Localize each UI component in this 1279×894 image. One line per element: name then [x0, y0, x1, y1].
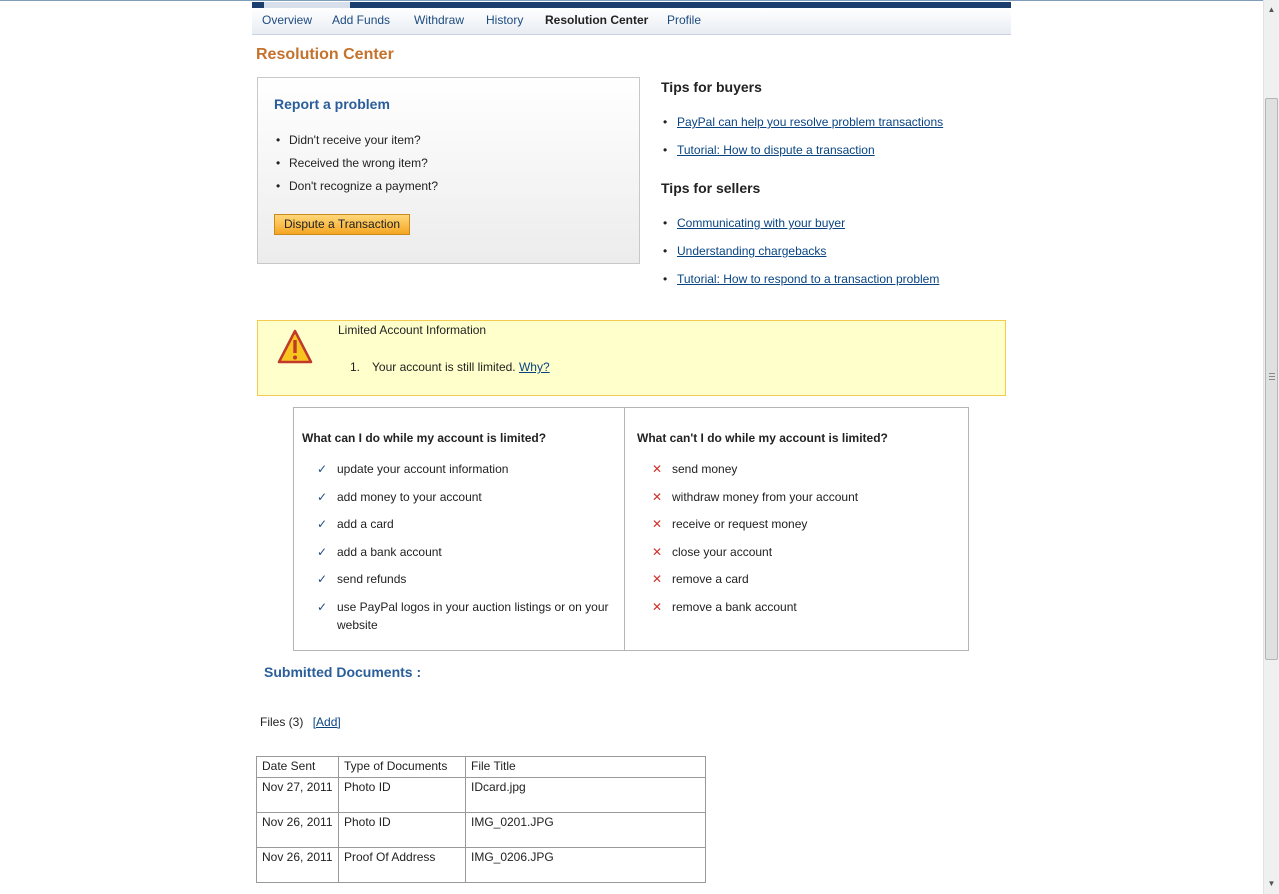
nav-tab-profile[interactable]: Profile — [667, 13, 702, 27]
scroll-up-arrow-icon[interactable]: ▲ — [1267, 5, 1276, 14]
x-icon: ✕ — [652, 517, 663, 531]
list-item — [661, 115, 943, 143]
list-item — [661, 143, 943, 171]
add-file-link[interactable]: [Add] — [312, 715, 341, 729]
table-row — [257, 778, 706, 813]
submitted-documents-heading: Submitted Documents : — [264, 664, 422, 680]
window-top-border — [0, 0, 1263, 1]
grip-icon — [1269, 373, 1275, 380]
checkmark-icon: ✓ — [317, 544, 328, 559]
cell-type: Proof Of Address — [339, 848, 466, 883]
checkmark-icon: ✓ — [317, 462, 328, 476]
x-icon: ✕ — [652, 544, 663, 559]
column-divider — [624, 408, 625, 650]
list-item: ✓ add a card — [317, 517, 394, 531]
page-title: Resolution Center — [256, 46, 394, 63]
nav-tab-history[interactable]: History — [486, 13, 524, 27]
tip-link-resolve-problems[interactable]: PayPal can help you resolve problem transactions — [677, 115, 944, 129]
checkmark-icon: ✓ — [317, 489, 328, 504]
scrollbar-thumb[interactable] — [1265, 98, 1278, 660]
column-header-type: Type of Documents — [339, 757, 466, 778]
tip-link-communicating[interactable]: Communicating with your buyer — [677, 216, 846, 230]
dispute-transaction-button[interactable]: Dispute a Transaction — [274, 214, 410, 235]
nav-tab-resolution-center[interactable]: Resolution Center — [545, 13, 649, 27]
nav-tab-add-funds[interactable]: Add Funds — [332, 13, 391, 27]
list-item: ✕ send money — [652, 462, 738, 476]
list-item: ✓ update your account information — [317, 462, 509, 476]
column-header-file-title: File Title — [466, 757, 706, 778]
x-icon: ✕ — [652, 462, 663, 476]
list-item: ✕ remove a card — [652, 572, 749, 586]
list-item: ✕ withdraw money from your account — [652, 489, 859, 504]
limitations-panel — [293, 407, 969, 651]
report-problem-list — [274, 133, 438, 202]
checkmark-icon: ✓ — [317, 599, 328, 614]
list-item: • Received the wrong item? — [274, 156, 438, 179]
files-summary — [260, 715, 341, 729]
tip-link-dispute-tutorial[interactable]: Tutorial: How to dispute a transaction — [677, 143, 875, 157]
cell-date: Nov 26, 2011 — [257, 813, 339, 848]
cell-type: Photo ID — [339, 813, 466, 848]
cell-date: Nov 26, 2011 — [257, 848, 339, 883]
report-problem-panel — [257, 77, 640, 264]
can-do-heading: What can I do while my account is limited? — [302, 431, 547, 445]
x-icon: ✕ — [652, 572, 663, 586]
cell-file-title: IDcard.jpg — [466, 778, 706, 813]
cell-file-title: IMG_0206.JPG — [466, 848, 706, 883]
x-icon: ✕ — [652, 599, 663, 614]
cell-file-title: IMG_0201.JPG — [466, 813, 706, 848]
warning-icon — [277, 329, 313, 365]
list-item: ✓ add a bank account — [317, 544, 442, 559]
alert-item-number: 1. — [350, 360, 361, 374]
tip-link-respond-tutorial[interactable]: Tutorial: How to respond to a transaction problem — [677, 272, 940, 286]
tip-link-chargebacks[interactable]: Understanding chargebacks — [677, 244, 827, 258]
list-item: • Didn't receive your item? — [274, 133, 438, 156]
table-row — [257, 848, 706, 883]
cannot-do-list — [652, 460, 952, 625]
alert-item — [372, 360, 550, 374]
table-row — [257, 813, 706, 848]
can-do-list — [317, 460, 622, 634]
column-header-date-sent: Date Sent — [257, 757, 339, 778]
nav-tab-overview[interactable]: Overview — [262, 13, 313, 27]
cell-type: Photo ID — [339, 778, 466, 813]
list-item: ✕ receive or request money — [652, 517, 808, 531]
cell-date: Nov 27, 2011 — [257, 778, 339, 813]
tips-sellers-list — [661, 216, 939, 300]
list-item — [661, 272, 939, 300]
scroll-down-arrow-icon[interactable]: ▼ — [1267, 879, 1276, 888]
table-header-row — [257, 757, 706, 778]
list-item: • Don't recognize a payment? — [274, 179, 438, 202]
documents-table — [256, 756, 706, 883]
list-item: ✓ use PayPal logos in your auction listings or on your website — [317, 599, 609, 632]
tips-sellers-heading: Tips for sellers — [661, 180, 761, 196]
checkmark-icon: ✓ — [317, 572, 328, 586]
tips-buyers-heading: Tips for buyers — [661, 79, 762, 95]
cannot-do-heading: What can't I do while my account is limited? — [637, 431, 888, 445]
list-item: ✓ send refunds — [317, 572, 407, 586]
files-count: Files (3) — [260, 715, 304, 729]
alert-item-text: Your account is still limited. — [372, 360, 516, 374]
alert-title: Limited Account Information — [338, 323, 487, 337]
list-item: ✓ add money to your account — [317, 489, 482, 504]
why-link[interactable]: Why? — [518, 360, 550, 374]
limited-account-alert — [257, 320, 1006, 396]
nav-tab-withdraw[interactable]: Withdraw — [414, 13, 465, 27]
report-problem-title: Report a problem — [274, 96, 390, 112]
list-item: ✕ remove a bank account — [652, 599, 797, 614]
vertical-scrollbar[interactable] — [1263, 0, 1279, 894]
x-icon: ✕ — [652, 489, 663, 504]
list-item — [661, 216, 939, 244]
list-item: ✕ close your account — [652, 544, 773, 559]
checkmark-icon: ✓ — [317, 517, 328, 531]
tips-buyers-list — [661, 115, 943, 171]
list-item — [661, 244, 939, 272]
